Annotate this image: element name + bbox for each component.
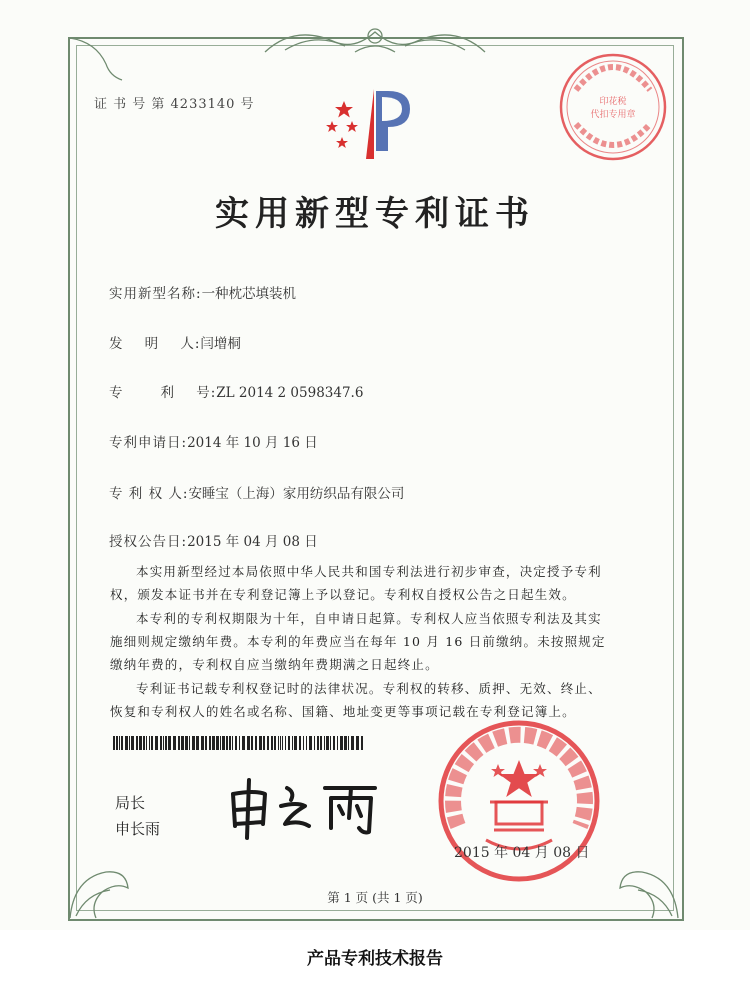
- paragraph-term: 本专利的专利权期限为十年，自申请日起算。专利权人应当依照专利法及其实施细则规定缴纳年费。本专利的年费应当在每年 10 月 16 日前缴纳。未按照规定缴纳年费的，专利权自应当缴纳年费期满之日起终止。: [110, 611, 606, 672]
- field-label: 授权公告日:: [109, 534, 188, 550]
- field-patent-number: [109, 381, 363, 401]
- field-label: 专利申请日:: [109, 435, 188, 451]
- field-value: 闫增桐: [200, 336, 241, 352]
- field-patentee: [109, 482, 404, 502]
- signatory-title: 局长: [115, 794, 146, 812]
- signatory-name: 申长雨: [115, 820, 161, 838]
- top-ornament: [255, 22, 495, 58]
- certificate-number: 证 书 号 第 4233140 号: [94, 97, 255, 112]
- field-grant-date: [109, 530, 318, 550]
- field-application-date: [109, 431, 318, 451]
- handwritten-signature: [225, 772, 385, 842]
- page-number: 第 1 页 (共 1 页): [327, 890, 423, 905]
- paragraph-examination: 本实用新型经过本局依照中华人民共和国专利法进行初步审查，决定授予专利权，颁发本证书并在专利登记簿上予以登记。专利权自授权公告之日起生效。: [110, 564, 602, 602]
- field-label: 专 利 号:: [109, 385, 217, 401]
- image-caption: 产品专利技术报告: [307, 949, 443, 969]
- issue-date: 2015 年 04 月 08 日: [454, 845, 590, 861]
- paragraph-legal-status: 专利证书记载专利权登记时的法律状况。专利权的转移、质押、无效、终止、恢复和专利权人的姓名或名称、国籍、地址变更等事项记载在专利登记簿上。: [110, 681, 602, 719]
- svg-text:代扣专用章: 代扣专用章: [590, 110, 636, 120]
- field-value: 2015 年 04 月 08 日: [187, 534, 318, 550]
- field-value: 一种枕芯填装机: [201, 286, 297, 302]
- field-value: 2014 年 10 月 16 日: [187, 435, 318, 451]
- barcode: [113, 736, 365, 750]
- field-label: 实用新型名称:: [109, 286, 202, 302]
- certificate-title: 实用新型专利证书: [215, 194, 535, 234]
- field-value: 安睡宝（上海）家用纺织品有限公司: [188, 486, 405, 502]
- tax-stamp-seal: [556, 50, 670, 164]
- field-label: 发 明 人:: [109, 336, 201, 352]
- top-left-ornament: [66, 34, 126, 84]
- field-label: 专 利 权 人:: [109, 486, 189, 502]
- field-value: ZL 2014 2 0598347.6: [216, 385, 364, 401]
- field-inventor: [109, 332, 241, 352]
- field-utility-name: [109, 282, 296, 302]
- svg-text:印花税: 印花税: [599, 97, 627, 107]
- patent-office-logo-icon: [318, 85, 414, 165]
